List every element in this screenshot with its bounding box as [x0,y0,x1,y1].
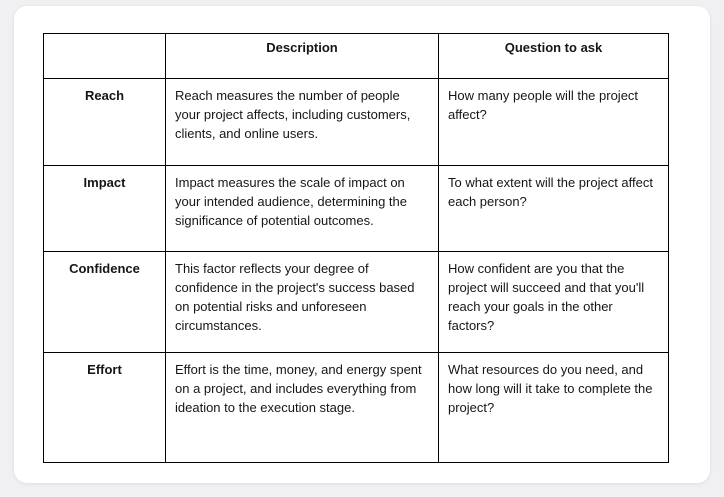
table-row-impact [44,166,669,252]
header-cell-question: Question to ask [439,34,669,79]
table-row-effort [44,353,669,463]
description-cell: Impact measures the scale of impact on your intended audience, determining the significance of potential outcomes. [166,166,439,252]
table-row-confidence [44,252,669,353]
header-cell-description: Description [166,34,439,79]
description-cell: This factor reflects your degree of confidence in the project's success based on potential risks and unforeseen circumstances. [166,252,439,353]
question-cell: To what extent will the project affect each person? [439,166,669,252]
question-cell: How many people will the project affect? [439,79,669,166]
description-cell: Effort is the time, money, and energy spent on a project, and includes everything from ideation to the execution stage. [166,353,439,463]
rice-framework-table [43,33,669,463]
header-cell-empty [44,34,166,79]
table-row-reach [44,79,669,166]
factor-cell: Effort [44,353,166,463]
factor-cell: Confidence [44,252,166,353]
content-card [14,6,710,483]
question-cell: How confident are you that the project will succeed and that you'll reach your goals in the other factors? [439,252,669,353]
question-cell: What resources do you need, and how long will it take to complete the project? [439,353,669,463]
factor-cell: Reach [44,79,166,166]
factor-cell: Impact [44,166,166,252]
description-cell: Reach measures the number of people your project affects, including customers, clients, and online users. [166,79,439,166]
table-header-row [44,34,669,79]
